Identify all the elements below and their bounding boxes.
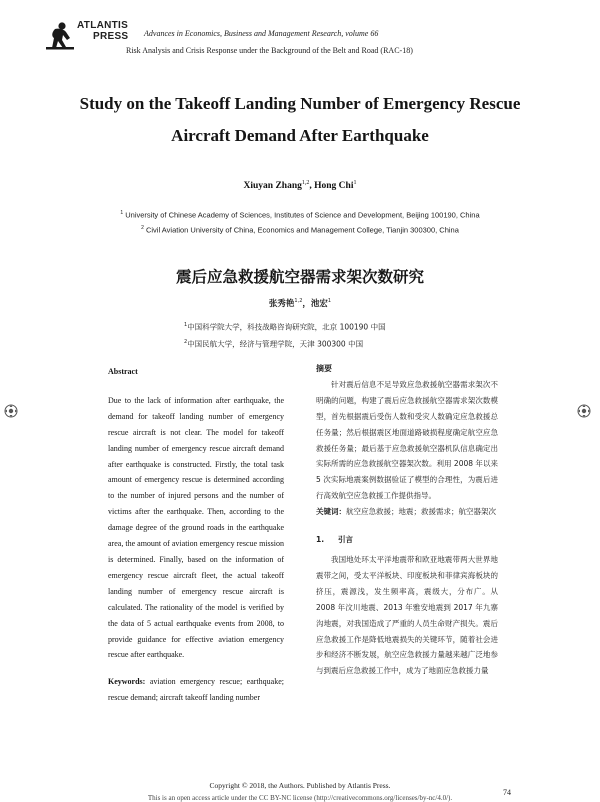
author-separator: ， xyxy=(302,299,311,309)
section-title: 引言 xyxy=(338,535,353,545)
logo-line-1: ATLANTIS xyxy=(77,20,129,31)
previous-page-icon[interactable] xyxy=(4,404,18,418)
abstract-en-column xyxy=(108,364,284,706)
paper-title: Study on the Takeoff Landing Number of Emergency Rescue Aircraft Demand After Earthquake xyxy=(79,94,521,145)
affiliation xyxy=(100,222,500,237)
affiliations-en xyxy=(100,207,500,236)
abstract-body: Due to the lack of information after earthquake, the demand for takeoff landing number of emergency rescue aircraft is not clear. The model for takeoff landing number of emergency rescue aircraft demand after earthquake is constructed. Firstly, the total task amount of emergency rescue is determined according to the number of injured persons and the number of victims after the earthquake. Then, according to the damage degree of the ground roads in the earthquake area, the amount of aviation emergency rescue mission is determined. Finally, based on the information of emergency rescue aircraft fleet, the actual takeoff landing number of emergency rescue aircraft is calculated. The rationality of the model is verified by the data of 5 actual earthquake events from 2008, to provide guidance for effective aviation emergency rescue after earthquake. xyxy=(108,395,284,660)
author-affiliation-mark: 1 xyxy=(327,298,332,305)
page-number: 74 xyxy=(503,788,511,797)
section-body: 我国地处环太平洋地震带和欧亚地震带两大世界地震带之间，受太平洋板块、印度板块和菲律宾海板块的挤压，震源浅，发生频率高，震级大，分布广。从 2008 年汶川地震、2013 年雅安地震到 2017 年九寨沟地震，对我国造成了严重的人员生命财产损失。震后应急救援工作是降低地震损失的关键环节，随着社会进步和经济不断发展，航空应急救援力量越来越广泛地参与到震后应急救援工作中，成为了地面应急救援力量 xyxy=(316,554,498,676)
abstract-heading: Abstract xyxy=(108,367,138,376)
keywords-label: Keywords: xyxy=(108,677,146,687)
author-affiliation-mark: 1,2 xyxy=(301,180,310,186)
author-name-zh: 池宏 xyxy=(310,299,328,309)
conference-name: Risk Analysis and Crisis Response under the Background of the Belt and Road (RAC-18) xyxy=(126,46,413,55)
affiliation-text: Civil Aviation University of China, Economics and Management College, Tianjin 300300, China xyxy=(145,225,459,234)
copyright-notice: Copyright © 2018, the Authors. Published by Atlantis Press. xyxy=(209,781,391,790)
affiliation-mark: 1 xyxy=(120,210,124,216)
affiliation-text: University of Chinese Academy of Sciences, Institutes of Science and Development, Beijing 100190, China xyxy=(125,210,480,220)
section-number: 1. xyxy=(316,535,325,545)
author-affiliation-mark: 1,2 xyxy=(294,298,303,305)
affiliation-zh xyxy=(184,318,386,335)
keywords-text-zh: 航空应急救援；地震；救援需求；航空器架次 xyxy=(346,507,496,517)
abstract-zh-column xyxy=(316,361,498,679)
keywords-text: aviation emergency rescue; earthquake; rescue demand; aircraft takeoff landing number xyxy=(108,677,284,703)
author-name-zh: 张秀艳 xyxy=(268,299,295,309)
keywords xyxy=(108,674,284,706)
author-list-zh xyxy=(0,297,600,309)
affiliation-mark: 2 xyxy=(141,224,144,231)
author-separator: , xyxy=(309,181,315,192)
affiliation xyxy=(100,207,500,222)
journal-name: Advances in Economics, Business and Management Research, volume 66 xyxy=(144,29,379,38)
abstract-body-zh: 针对震后信息不足导致应急救援航空器需求架次不明确的问题，构建了震后应急救援航空器需求架次数模型，首先根据震后受伤人数和受灾人数确定应急救援总任务量；然后根据震区地面道路破损程度确定航空应急救援任务量；最后基于应急救援航空器机队信息确定出实际所需的应急救援航空器架次数。利用 2008 年以来 5 次实际地震案例数据验证了模型的合理性，为震后进行高效航空应急救援工作提供指导。 xyxy=(316,379,498,501)
license-notice: This is an open access article under the CC BY-NC license (http://creativecommons.org/licenses/by-nc/4.0/). xyxy=(147,794,453,802)
author-name: Xiuyan Zhang xyxy=(243,181,302,192)
section-heading xyxy=(316,532,498,548)
affiliation-mark: 1 xyxy=(184,322,188,328)
affiliation-text: 中国民航大学，经济与管理学院，天津 300300 中国 xyxy=(187,339,364,348)
author-affiliation-mark: 1 xyxy=(353,180,357,186)
author-name: Hong Chi xyxy=(314,181,354,192)
publisher-logo-text xyxy=(77,20,128,42)
paper-title-zh: 震后应急救援航空器需求架次数研究 xyxy=(175,268,424,286)
keywords-label-zh: 关键词： xyxy=(316,507,346,517)
affiliations-zh xyxy=(184,318,386,351)
affiliation-text: 中国科学院大学，科技战略咨询研究院，北京 100190 中国 xyxy=(187,322,386,332)
next-page-icon[interactable] xyxy=(577,404,591,418)
abstract-heading-zh: 摘要 xyxy=(316,364,332,373)
affiliation-mark: 2 xyxy=(184,338,188,345)
author-list xyxy=(0,180,600,191)
keywords-zh xyxy=(316,504,498,520)
logo-line-2: PRESS xyxy=(93,31,129,42)
affiliation-zh xyxy=(184,335,386,352)
